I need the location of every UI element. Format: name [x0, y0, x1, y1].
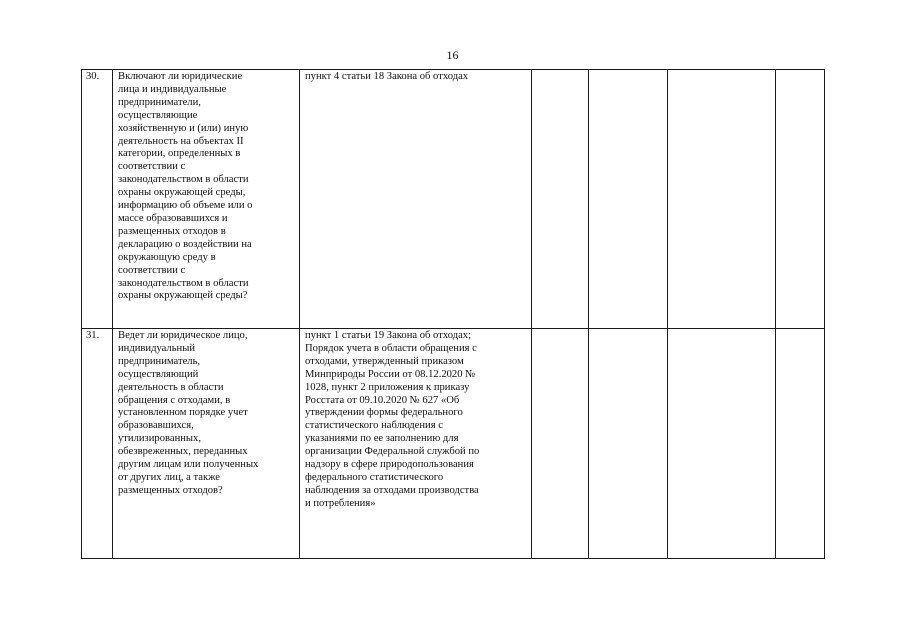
- question-text: Включают ли юридические лица и индивидуальные предприниматели, осуществляющие хозяйственную и (или) иную деятельность на объектах II категории, определенных в соответствии с законодательством в области охраны окружающей среды, информацию об объеме или о массе образовавшихся и размещенных отходов в декларацию о воздействии на окружающую среду в соответствии с законодательством в области охраны окружающей среды?: [118, 71, 253, 302]
- row-number-cell: [82, 70, 113, 329]
- requirement-text: пункт 1 статьи 19 Закона об отходах; Порядок учета в области обращения с отходами, утвержденный приказом Минприроды России от 08.12.2020 № 1028, пункт 2 приложения к приказу Росстата от 09.10.2020 № 627 «Об утверждении формы федерального статистического наблюдения с указаниями по ее заполнению для организации Федеральной службой по надзору в сфере природопользования федерального статистического наблюдения за отходами производства и потребления»: [305, 330, 480, 509]
- requirement-cell: [300, 70, 532, 329]
- table-row-30: [82, 70, 825, 329]
- row-number: 31.: [86, 330, 100, 341]
- answer-yes-cell[interactable]: [532, 70, 589, 329]
- answer-na-cell[interactable]: [668, 329, 776, 559]
- note-cell[interactable]: [776, 329, 825, 559]
- question-cell: [113, 70, 300, 329]
- checklist-table: [81, 69, 825, 559]
- answer-no-cell[interactable]: [589, 70, 668, 329]
- page-number: 16: [446, 48, 459, 62]
- row-number: 30.: [86, 71, 100, 82]
- answer-na-cell[interactable]: [668, 70, 776, 329]
- requirement-cell: [300, 329, 532, 559]
- question-cell: [113, 329, 300, 559]
- note-cell[interactable]: [776, 70, 825, 329]
- requirement-text: пункт 4 статьи 18 Закона об отходах: [305, 71, 469, 82]
- answer-yes-cell[interactable]: [532, 329, 589, 559]
- table-row-31: [82, 329, 825, 559]
- question-text: Ведет ли юридическое лицо, индивидуальный предприниматель, осуществляющий деятельность в области обращения с отходами, в установленном порядке учет образовавшихся, утилизированных, обезвреженных, переданных другим лицам или полученных от других лиц, а также размещенных отходов?: [118, 330, 259, 496]
- answer-no-cell[interactable]: [589, 329, 668, 559]
- row-number-cell: [82, 329, 113, 559]
